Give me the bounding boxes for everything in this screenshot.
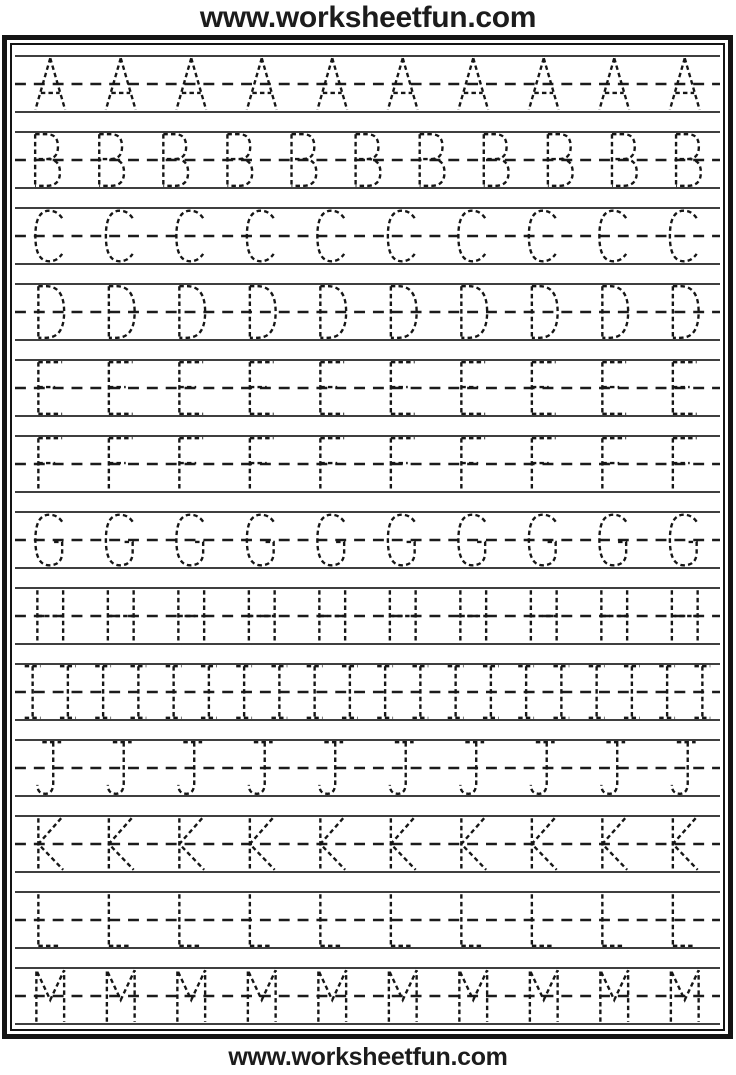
letter-row-svg xyxy=(15,893,720,947)
letter-row-k xyxy=(15,815,720,873)
trace-letter-b xyxy=(612,134,637,186)
letter-row-g xyxy=(15,511,720,569)
letter-row-svg xyxy=(15,741,720,795)
trace-letter-i xyxy=(201,666,217,718)
letter-row-svg xyxy=(15,513,720,567)
letter-row-e xyxy=(15,359,720,417)
letter-row-h xyxy=(15,587,720,645)
trace-letter-f xyxy=(179,438,203,490)
letter-row-svg xyxy=(15,133,720,187)
trace-letter-f xyxy=(461,438,485,490)
trace-letter-e xyxy=(461,362,485,414)
footer-url-text: www.worksheetfun.com xyxy=(228,1043,508,1071)
letter-row-j xyxy=(15,739,720,797)
trace-letter-e xyxy=(673,362,697,414)
trace-letter-b xyxy=(420,134,445,186)
trace-letter-b xyxy=(163,134,188,186)
trace-letter-f xyxy=(673,438,697,490)
letter-row-svg xyxy=(15,817,720,871)
letter-row-svg xyxy=(15,209,720,263)
trace-letter-b xyxy=(292,134,317,186)
letter-row-svg xyxy=(15,285,720,339)
trace-letter-b xyxy=(99,134,124,186)
letter-row-l xyxy=(15,891,720,949)
worksheet-frame xyxy=(2,35,733,1039)
letter-row-m xyxy=(15,967,720,1025)
letter-row-svg xyxy=(15,665,720,719)
letter-row-svg xyxy=(15,437,720,491)
letter-row-a xyxy=(15,55,720,113)
letter-row-f xyxy=(15,435,720,493)
letter-row-b xyxy=(15,131,720,189)
letter-row-svg xyxy=(15,969,720,1023)
worksheet-frame-inner xyxy=(10,43,725,1031)
letter-row-i xyxy=(15,663,720,721)
trace-letter-e xyxy=(179,362,203,414)
letter-row-svg xyxy=(15,589,720,643)
letter-row-c xyxy=(15,207,720,265)
letter-row-d xyxy=(15,283,720,341)
letter-row-svg xyxy=(15,361,720,415)
header-url-text: www.worksheetfun.com xyxy=(199,1,537,34)
letter-row-svg xyxy=(15,57,720,111)
